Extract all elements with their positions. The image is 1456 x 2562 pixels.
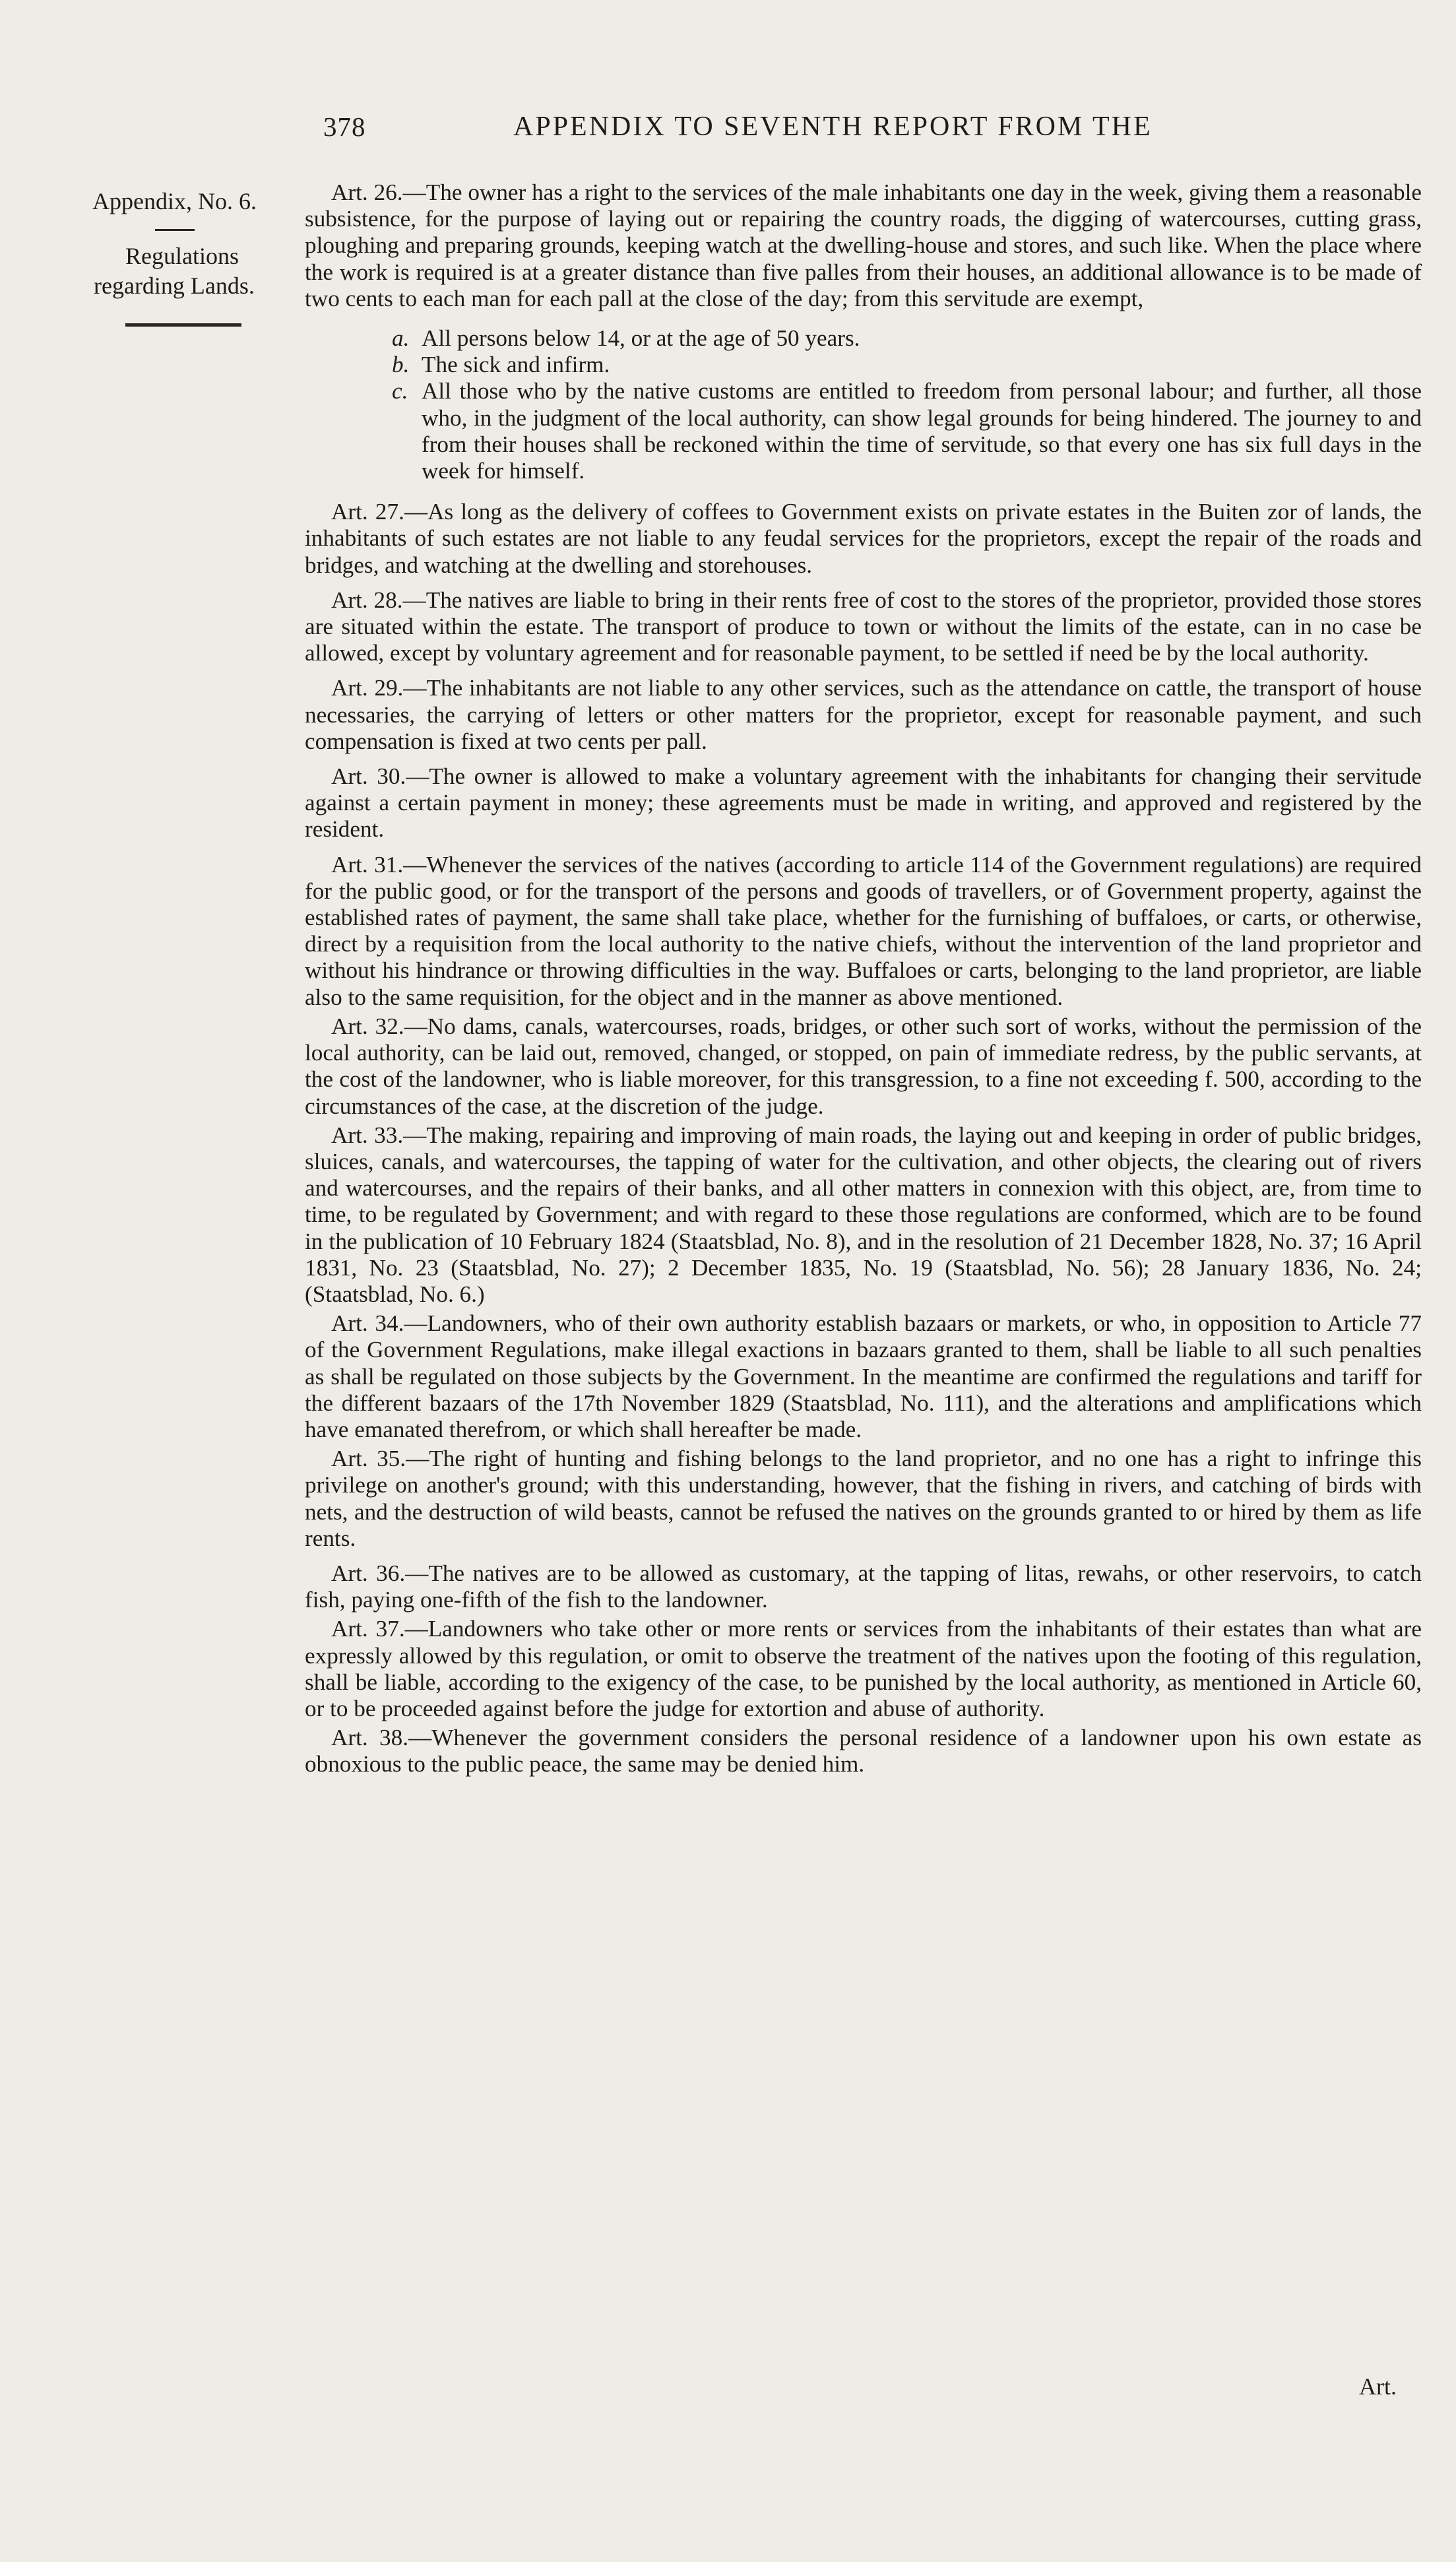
margin-note-line2: regarding Lands. (94, 272, 255, 299)
running-title: APPENDIX TO SEVENTH REPORT FROM THE (513, 112, 1153, 142)
list-item (305, 325, 1422, 352)
list-item-mark: c. (392, 378, 408, 404)
list-item-text: The sick and infirm. (422, 352, 610, 378)
article-34: Art. 34.—Landowners, who of their own authority establish bazaars or markets, or who, in opposition to Article 77 of the Government Regulations, make illegal exactions in bazaars granted to them, shall be liable to all such penalties as shall be regulated on those subjects by the Government. In the meantime are confirmed the regulations and tariff for the different bazaars of the 17th November 1829 (Staatsblad, No. 111), and the alterations and amplifications which have emanated therefrom, or which shall hereafter be made. (305, 1310, 1422, 1442)
exemption-list (305, 325, 1422, 484)
article-29: Art. 29.—The inhabitants are not liable to any other services, such as the attendance on cattle, the transport of house necessaries, the carrying of letters or other matters for the proprietor, except for reasonable payment, and such compensation is fixed at two cents per pall. (305, 675, 1422, 754)
article-30: Art. 30.—The owner is allowed to make a voluntary agreement with the inhabitants for changing their servitude against a certain payment in money; these agreements must be made in writing, and approved and registered by the resident. (305, 763, 1422, 843)
article-38: Art. 38.—Whenever the government considers the personal residence of a landowner upon his own estate as obnoxious to the public peace, the same may be denied him. (305, 1725, 1422, 1777)
margin-rule-long (125, 323, 241, 327)
margin-note-line1: Regulations (125, 243, 239, 269)
margin-appendix-label: Appendix, No. 6. (92, 188, 257, 214)
list-item (305, 352, 1422, 378)
article-28: Art. 28.—The natives are liable to bring in their rents free of cost to the stores of the proprietor, provided those stores are situated within the estate. The transport of produce to town or without the limits of the estate, can in no case be allowed, except by voluntary agreement and for reasonable payment, to be settled if need be by the local authority. (305, 587, 1422, 666)
page-number: 378 (323, 112, 366, 142)
margin-rule-short (155, 229, 195, 231)
article-36: Art. 36.—The natives are to be allowed as customary, at the tapping of litas, rewahs, or other reservoirs, to catch fish, paying one-fifth of the fish to the landowner. (305, 1560, 1422, 1613)
article-27: Art. 27.—As long as the delivery of coffees to Government exists on private estates in the Buiten zor of lands, the inhabitants of such estates are not liable to any feudal services for the proprietors, except the repair of the roads and bridges, and watching at the dwelling and storehouses. (305, 499, 1422, 578)
catch-word: Art. (1359, 2373, 1397, 2400)
article-32: Art. 32.—No dams, canals, watercourses, roads, bridges, or other such sort of works, without the permission of the local authority, can be laid out, removed, changed, or stopped, on pain of immediate redress, by the public servants, at the cost of the landowner, who is liable moreover, for this transgression, to a fine not exceeding f. 500, according to the circumstances of the case, at the discretion of the judge. (305, 1013, 1422, 1119)
list-item-mark: a. (392, 325, 410, 352)
article-26-intro: Art. 26.—The owner has a right to the services of the male inhabitants one day in the week, giving them a reasonable subsistence, for the purpose of laying out or repairing the country roads, the digging of watercourses, cutting grass, ploughing and preparing grounds, keeping watch at the dwelling-house and stores, and such like. When the place where the work is required is at a greater distance than five palles from their houses, an additional allowance is to be made of two cents to each man for each pall at the close of the day; from this servitude are exempt, (305, 179, 1422, 311)
list-item-text: All persons below 14, or at the age of 50 years. (422, 325, 860, 352)
list-item-mark: b. (392, 352, 410, 378)
article-35: Art. 35.—The right of hunting and fishing belongs to the land proprietor, and no one has a right to infringe this privilege on another's ground; with this understanding, however, that the fishing in rivers, and catching of birds with nets, and the destruction of wild beasts, cannot be refused the natives on the grounds granted to or hired by them as life rents. (305, 1446, 1422, 1551)
article-37: Art. 37.—Landowners who take other or more rents or services from the inhabitants of their estates than what are expressly allowed by this regulation, or omit to observe the treatment of the natives upon the footing of this regulation, shall be liable, according to the exigency of the case, to be punished by the local authority, as mentioned in Article 60, or to be proceeded against before the judge for extortion and abuse of authority. (305, 1616, 1422, 1721)
page-header (323, 111, 1445, 150)
body-text (305, 179, 1422, 1781)
list-item (305, 378, 1422, 484)
article-31: Art. 31.—Whenever the services of the natives (according to article 114 of the Government regulations) are required for the public good, or for the transport of the persons and goods of travellers, or of Government property, against the established rates of payment, the same shall take place, whether for the furnishing of buffaloes, or carts, or otherwise, direct by a requisition from the local authority to the native chiefs, without the intervention of the land proprietor and without his hindrance or throwing difficulties in the way. Buffaloes or carts, belonging to the land proprietor, are liable also to the same requisition, for the object and in the manner as above mentioned. (305, 851, 1422, 1010)
article-33: Art. 33.—The making, repairing and improving of main roads, the laying out and keeping in order of public bridges, sluices, canals, and watercourses, the tapping of water for the cultivation, and other objects, the clearing out of rivers and watercourses, and the repairs of their banks, and all other matters in connexion with this object, are, from time to time, to be regulated by Government; and with regard to these those regulations are conformed, which are to be found in the publication of 10 February 1824 (Staatsblad, No. 8), and in the resolution of 21 December 1828, No. 37; 16 April 1831, No. 23 (Staatsblad, No. 27); 2 December 1835, No. 19 (Staatsblad, No. 56); 28 January 1836, No. 24; (Staatsblad, No. 6.) (305, 1122, 1422, 1307)
list-item-text: All those who by the native customs are entitled to freedom from personal labour; and further, all those who, in the judgment of the local authority, can show legal grounds for being hindered. The journey to and from their houses shall be reckoned within the time of servitude, so that every one has six full days in the week for himself. (422, 378, 1422, 484)
